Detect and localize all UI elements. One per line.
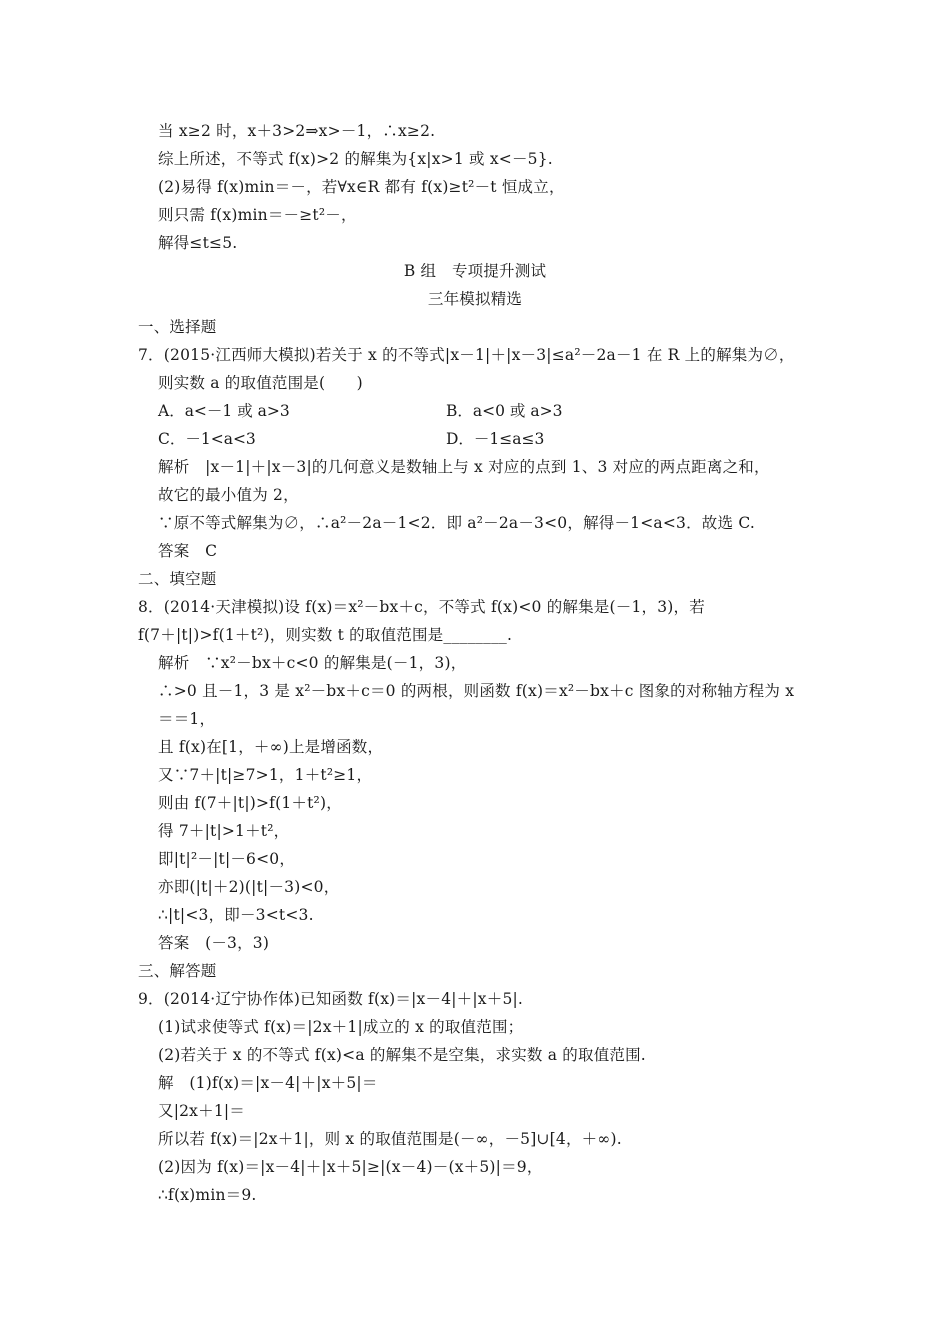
section-heading: 一、选择题 — [138, 318, 217, 336]
question-text: f(7＋|t|)>f(1＋t²)，则实数 t 的取值范围是________. — [138, 626, 513, 644]
analysis-text: ∵原不等式解集为∅，∴a²－2a－1<2．即 a²－2a－3<0，解得－1<a<3．故选 C. — [158, 514, 755, 532]
question-text: 则实数 a 的取值范围是( ) — [158, 374, 363, 392]
option-d: D．－1≤a≤3 — [446, 430, 545, 448]
solution-text: 所以若 f(x)＝|2x＋1|，则 x 的取值范围是(－∞，－5]∪[4，＋∞). — [158, 1130, 622, 1148]
option-c: C．－1<a<3 — [158, 430, 256, 448]
option-b: B．a<0 或 a>3 — [446, 402, 563, 420]
analysis-text: 得 7＋|t|>1＋t²， — [158, 822, 290, 840]
analysis-text: 解析 ∵x²－bx＋c<0 的解集是(－1，3)， — [158, 654, 467, 672]
answer-text: 答案 C — [158, 542, 218, 560]
solution-text: 解 (1)f(x)＝|x－4|＋|x＋5|＝ — [158, 1074, 378, 1092]
analysis-text: 即|t|²－|t|－6<0， — [158, 850, 296, 868]
text-line: (2)易得 f(x)min＝－，若∀x∈R 都有 f(x)≥t²－t 恒成立， — [158, 178, 565, 196]
question-text: (2)若关于 x 的不等式 f(x)<a 的解集不是空集，求实数 a 的取值范围. — [158, 1046, 646, 1064]
question-text: 7．(2015·江西师大模拟)若关于 x 的不等式|x－1|＋|x－3|≤a²－2a－1 在 R 上的解集为∅， — [138, 346, 795, 364]
solution-text: 又|2x＋1|＝ — [158, 1102, 246, 1120]
question-text: 8．(2014·天津模拟)设 f(x)＝x²－bx＋c，不等式 f(x)<0 的解集是(－1，3)，若 — [138, 598, 705, 616]
analysis-text: 亦即(|t|＋2)(|t|－3)<0， — [158, 878, 340, 896]
question-text: 9．(2014·辽宁协作体)已知函数 f(x)＝|x－4|＋|x＋5|. — [138, 990, 524, 1008]
answer-text: 答案 (－3，3) — [158, 934, 270, 952]
section-subtitle: 三年模拟精选 — [427, 290, 523, 308]
solution-text: ∴f(x)min＝9. — [158, 1186, 257, 1204]
analysis-text: ∴>0 且－1，3 是 x²－bx＋c＝0 的两根，则函数 f(x)＝x²－bx＋c 图象的对称轴方程为 x — [158, 682, 795, 700]
text-line: 综上所述，不等式 f(x)>2 的解集为{x|x>1 或 x<－5}. — [158, 150, 553, 168]
text-line: 当 x≥2 时，x＋3>2⇒x>－1，∴x≥2. — [158, 122, 436, 140]
text-line: 解得≤t≤5. — [158, 234, 238, 252]
solution-text: (2)因为 f(x)＝|x－4|＋|x＋5|≥|(x－4)－(x＋5)|＝9， — [158, 1158, 543, 1176]
section-heading: 二、填空题 — [138, 570, 217, 588]
analysis-text: 解析 |x－1|＋|x－3|的几何意义是数轴上与 x 对应的点到 1、3 对应的两点距离之和， — [158, 458, 770, 476]
analysis-text: 又∵7＋|t|≥7>1，1＋t²≥1， — [158, 766, 373, 784]
section-title: B 组 专项提升测试 — [403, 262, 547, 280]
question-text: (1)试求使等式 f(x)＝|2x＋1|成立的 x 的取值范围； — [158, 1018, 524, 1036]
analysis-text: 则由 f(7＋|t|)>f(1＋t²)， — [158, 794, 342, 812]
analysis-text: 且 f(x)在[1，＋∞)上是增函数， — [158, 738, 384, 756]
text-line: 则只需 f(x)min＝－≥t²－， — [158, 206, 357, 224]
analysis-text: 故它的最小值为 2， — [158, 486, 299, 504]
option-a: A．a<－1 或 a>3 — [158, 402, 290, 420]
analysis-text: ＝＝1， — [158, 710, 216, 728]
section-heading: 三、解答题 — [138, 962, 217, 980]
analysis-text: ∴|t|<3，即－3<t<3. — [158, 906, 314, 924]
